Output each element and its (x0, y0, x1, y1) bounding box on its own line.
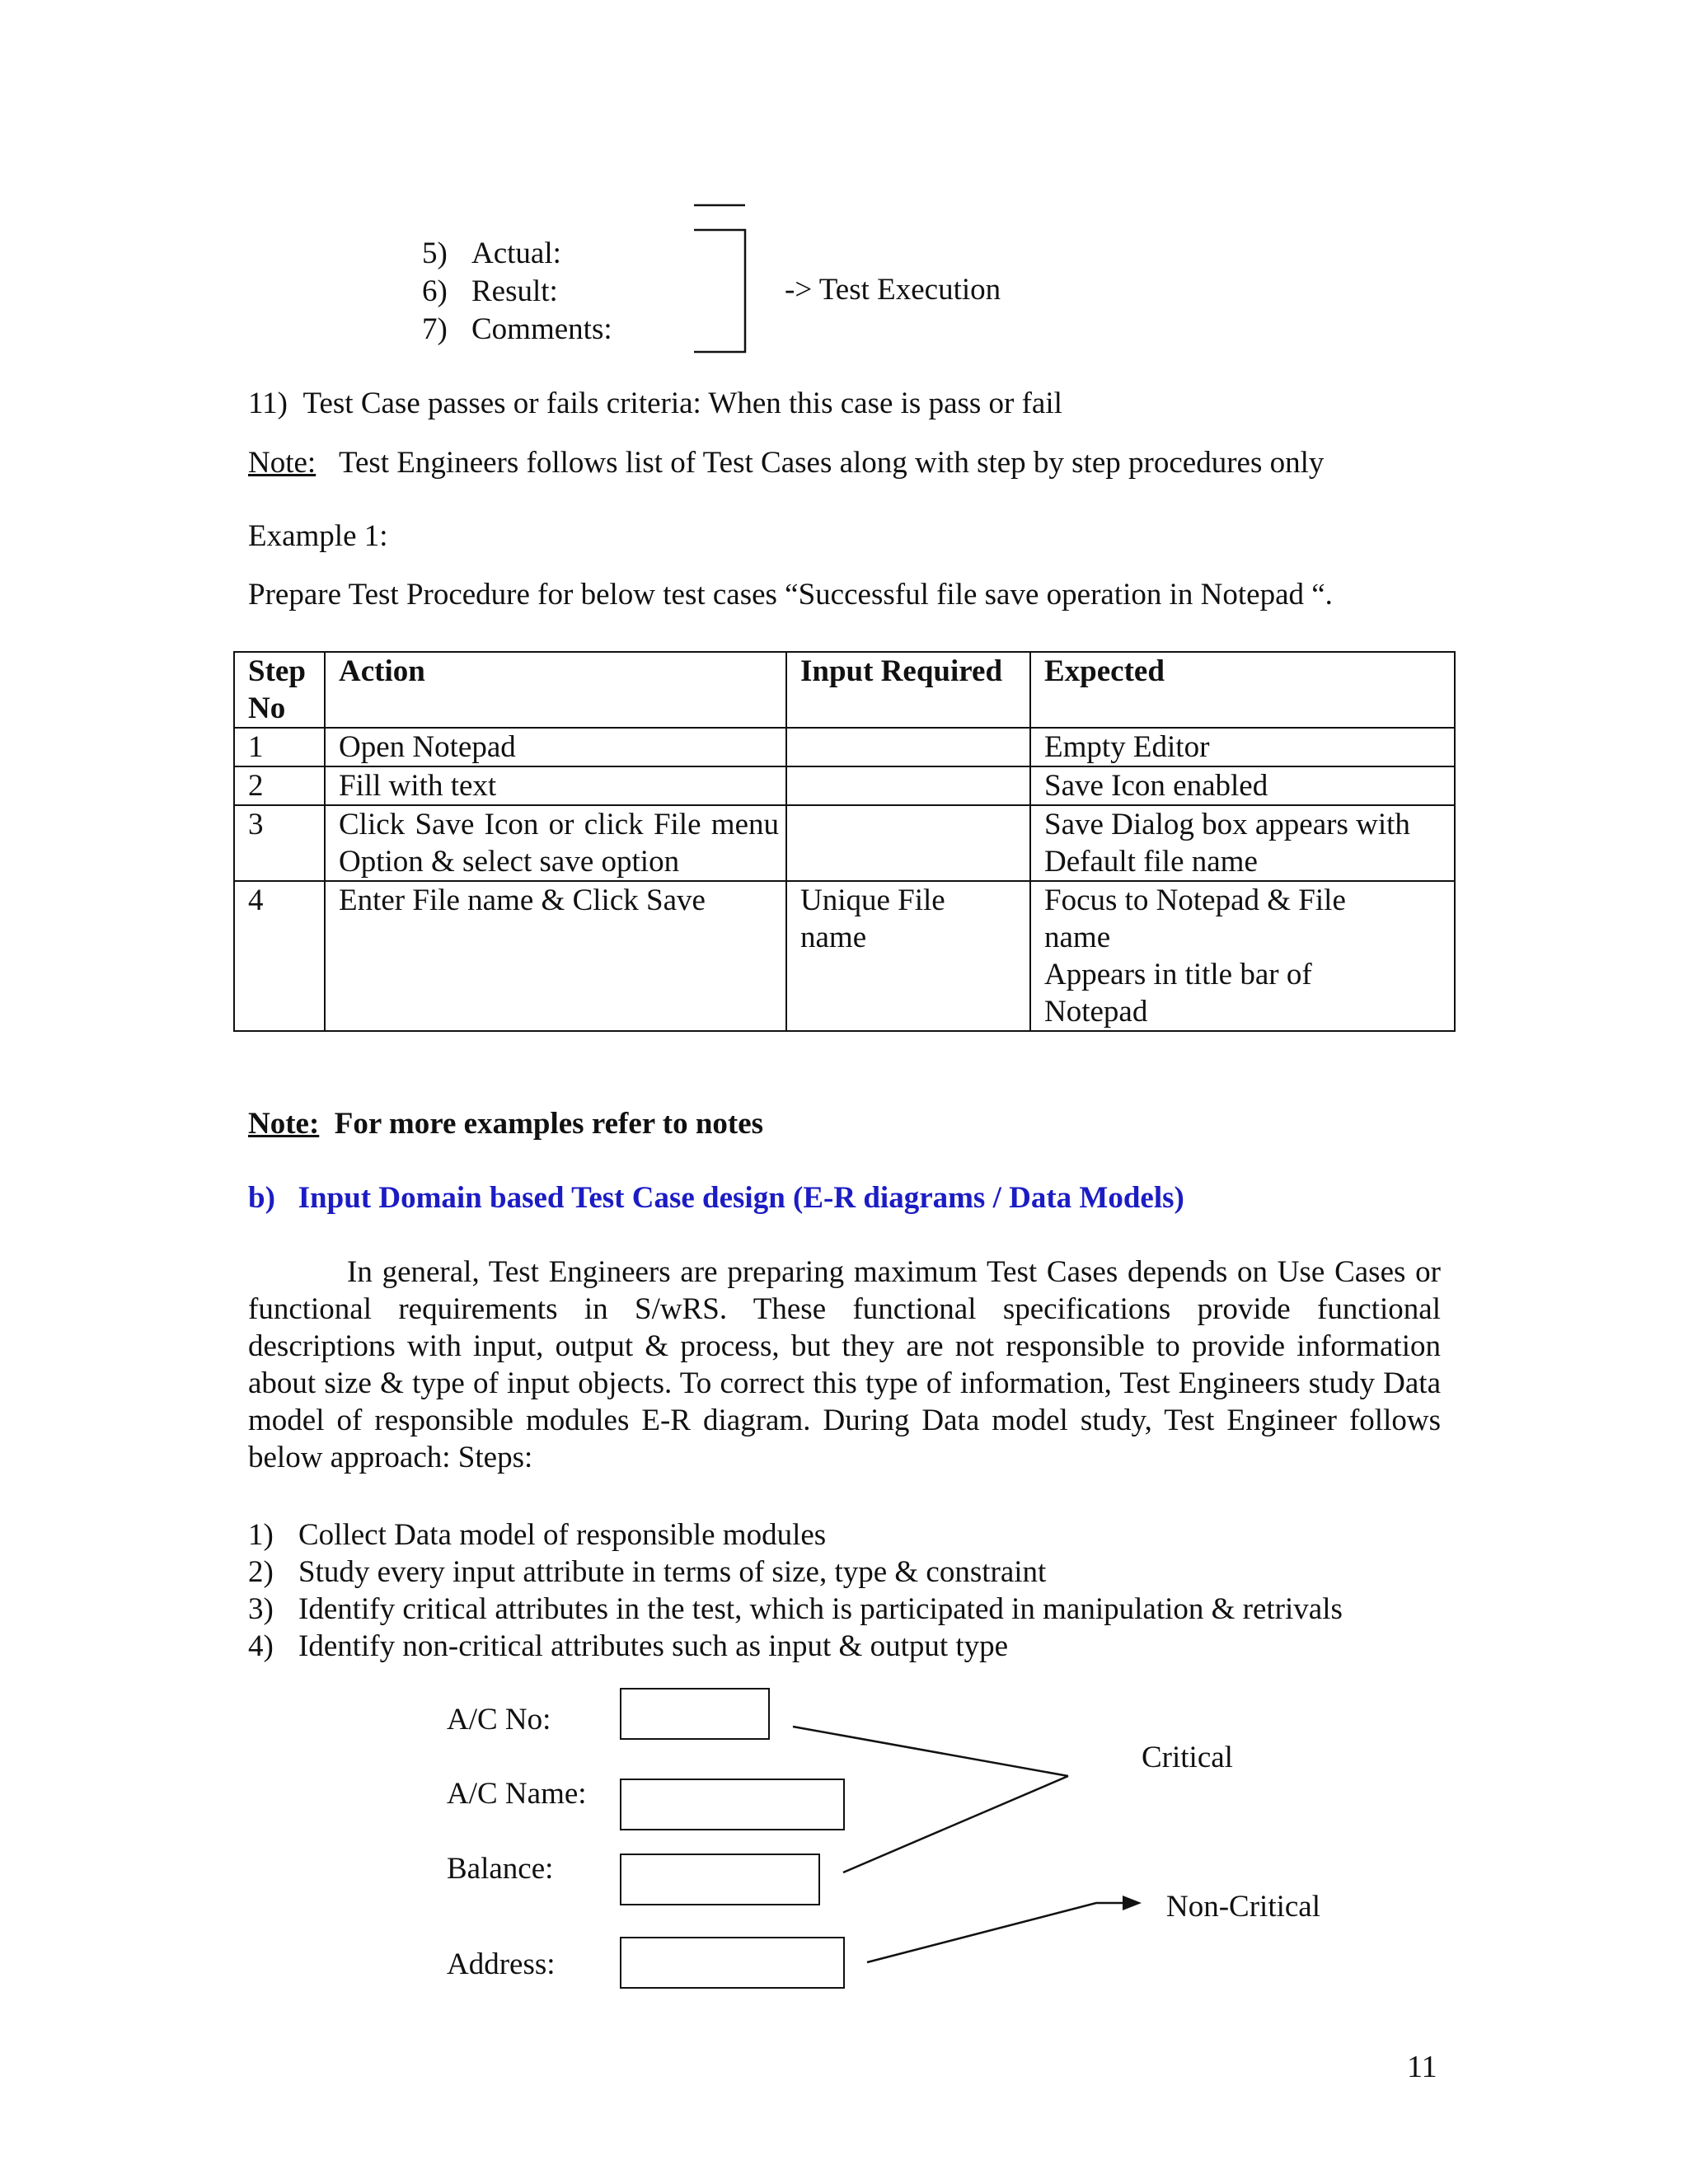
table-row: 4 Enter File name & Click Save Unique File name Focus to Notepad & File name Appears in title bar of Notepad (234, 881, 1455, 1031)
section-b-heading: b) Input Domain based Test Case design (E-R diagrams / Data Models) (248, 1181, 1184, 1215)
list-item: 3) Identify critical attributes in the test, which is participated in manipulation & retrivals (248, 1592, 1343, 1626)
list-item: 2) Study every input attribute in terms of size, type & constraint (248, 1555, 1047, 1589)
header-action: Action (325, 652, 786, 728)
header-step: Step No (234, 652, 325, 728)
table-row: 1 Open Notepad Empty Editor (234, 728, 1455, 766)
example-title: Example 1: (248, 519, 388, 553)
address-label: Address: (447, 1947, 556, 1981)
example-prompt: Prepare Test Procedure for below test cases “Successful file save operation in Notepad “. (248, 578, 1333, 612)
body-paragraph: In general, Test Engineers are preparing maximum Test Cases depends on Use Cases or functional requirements in S/wRS. These functional specifications provide functional descriptions with input, output & process, but they are not responsible to provide information about size & type of input objects. To correct this type of information, Test Engineers study Data model of responsible modules E-R diagram. During Data model study, Test Engineer follows below approach: Steps: (248, 1255, 1441, 1474)
header-input: Input Required (786, 652, 1030, 728)
non-critical-label: Non-Critical (1166, 1890, 1321, 1924)
criteria-item: 11) Test Case passes or fails criteria: When this case is pass or fail (248, 387, 1062, 420)
test-execution-label: -> Test Execution (785, 273, 1001, 307)
table-row: 3 Click Save Icon or click File menu Option & select save option Save Dialog box appears with Default file name (234, 805, 1455, 881)
list-item: 1) Collect Data model of responsible modules (248, 1518, 827, 1552)
note-procedures: Note: Test Engineers follows list of Test Cases along with step by step procedures only (248, 446, 1325, 480)
balance-label: Balance: (447, 1852, 554, 1886)
ac-no-label: A/C No: (447, 1703, 551, 1736)
list-item: 4) Identify non-critical attributes such as input & output type (248, 1629, 1009, 1663)
ac-name-label: A/C Name: (447, 1777, 587, 1811)
table-row: 2 Fill with text Save Icon enabled (234, 766, 1455, 805)
list-item: 6) Result: (422, 274, 558, 308)
arrowhead-icon (1123, 1896, 1142, 1910)
header-expected: Expected (1030, 652, 1455, 728)
page-number: 11 (1407, 2050, 1437, 2084)
critical-connector-top (793, 1727, 1068, 1776)
bracket (694, 230, 745, 352)
list-item: 7) Comments: (422, 312, 612, 346)
non-critical-arrow-line (867, 1903, 1125, 1962)
critical-label: Critical (1142, 1741, 1233, 1774)
list-item: 5) Actual: (422, 237, 561, 270)
note-more-examples: Note: For more examples refer to notes (248, 1107, 764, 1141)
critical-connector-bottom (843, 1776, 1068, 1872)
